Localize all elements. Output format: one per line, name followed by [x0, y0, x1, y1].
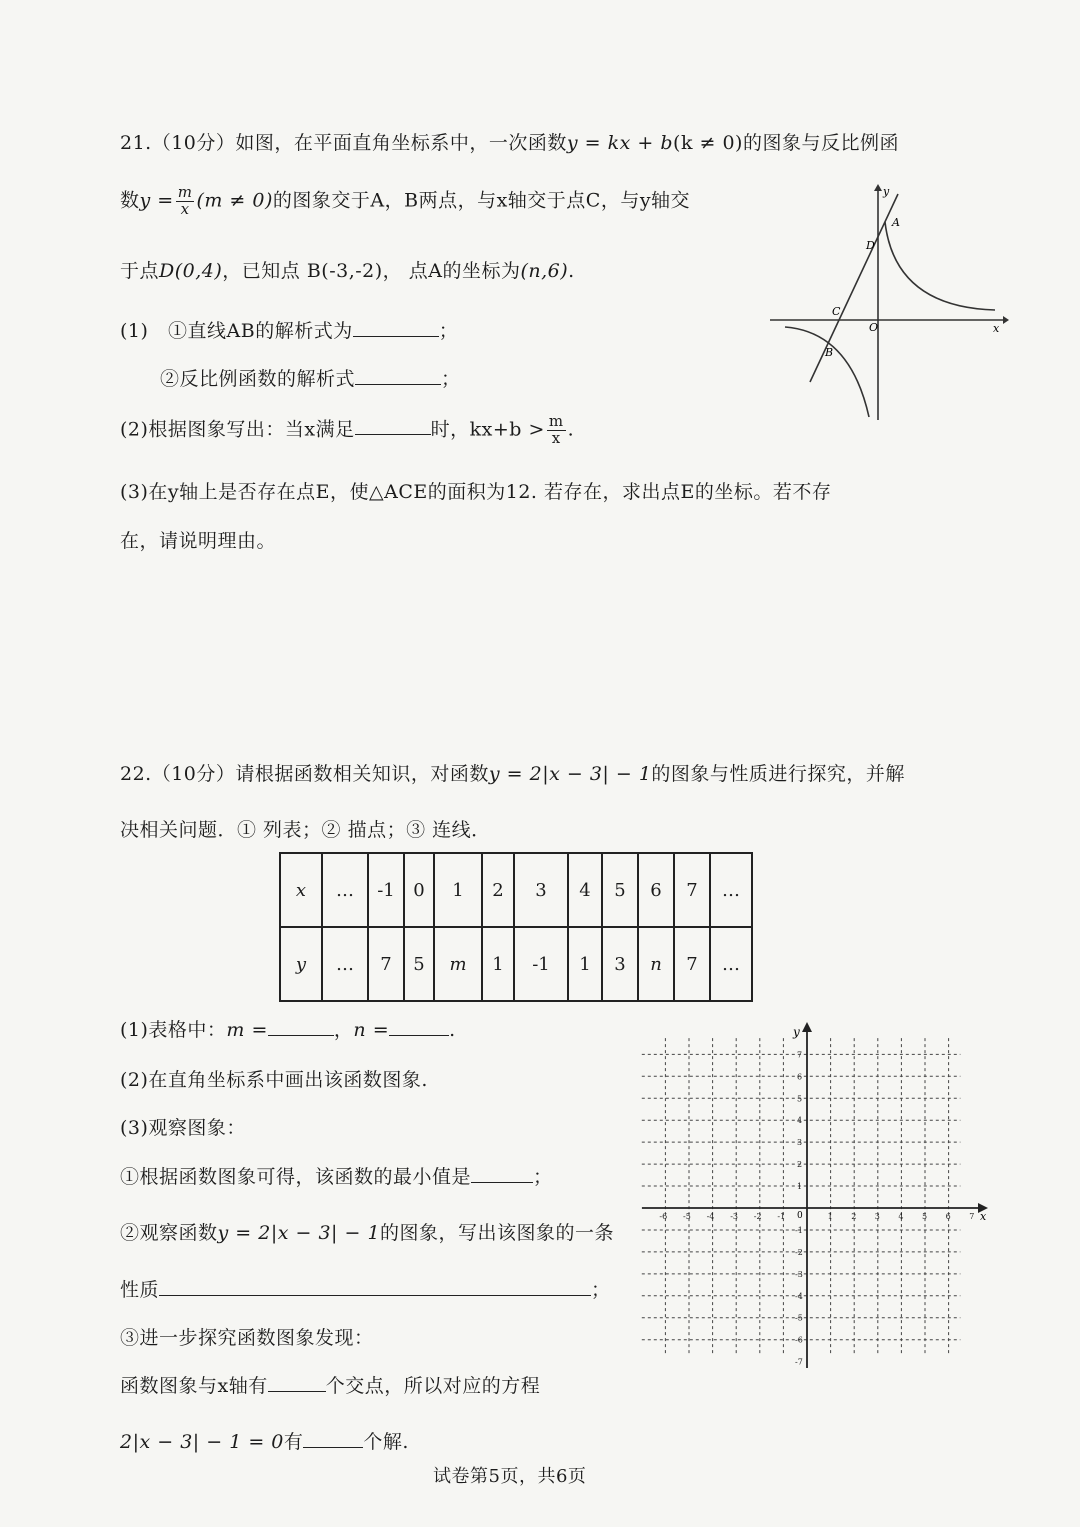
- q21-header: 21.（10分）如图，在平面直角坐标系中，一次函数: [120, 132, 567, 154]
- q22-line-2: [120, 815, 491, 842]
- table-cell: 3: [514, 853, 568, 927]
- label-d: D: [866, 239, 875, 252]
- x-tick-label: 6: [945, 1212, 951, 1221]
- q21-part1-a-text: ①直线AB的解析式为: [168, 320, 353, 342]
- y-tick-label: 4: [797, 1116, 803, 1126]
- q21-part2-end: .: [567, 418, 575, 441]
- answer-blank[interactable]: [353, 335, 439, 337]
- x-tick-label: -6: [659, 1212, 668, 1221]
- x-tick-label: -1: [777, 1212, 786, 1221]
- q21-l2-post: 的图象交于A，B两点，与x轴交于点C，与y轴交: [272, 189, 691, 212]
- q22-value-table: [279, 852, 753, 1002]
- q22-part3-1: [120, 1162, 553, 1189]
- y-tick-label: 1: [797, 1182, 803, 1192]
- table-cell: …: [322, 927, 368, 1001]
- table-cell-m: m: [449, 953, 467, 975]
- table-cell: 7: [674, 853, 710, 927]
- y-tick-label: 5: [797, 1094, 803, 1104]
- label-o: O: [869, 321, 879, 334]
- table-cell: 7: [368, 927, 404, 1001]
- q22-part3-1-end: ；: [533, 1166, 553, 1188]
- table-cell: …: [710, 853, 752, 927]
- table-row-x: [280, 853, 752, 927]
- q21-part1-a: [120, 316, 458, 343]
- q21-part3-line2: [120, 526, 276, 553]
- table-cell: -1: [368, 853, 404, 927]
- q21-part2-pre: (2)根据图象写出：当x满足: [120, 418, 355, 441]
- q22-intersections-pre: 函数图象与x轴有: [120, 1375, 268, 1397]
- y-axis-arrow-icon: [802, 1022, 812, 1032]
- fraction-numerator: m: [177, 183, 193, 201]
- table-cell-unknown-n[interactable]: [638, 927, 674, 1001]
- q22-part1: [120, 1015, 456, 1042]
- line-ab: [810, 194, 898, 382]
- hyperbola-branch-1: [885, 222, 995, 310]
- q21-part1-b: [160, 364, 461, 391]
- q22-function-equation: y = 2|x − 3| − 1: [488, 763, 652, 785]
- q22-part1-comma: ，: [333, 1019, 354, 1041]
- x-axis-arrow-icon: [1003, 316, 1009, 324]
- table-cell: 4: [568, 853, 602, 927]
- q22-property-label: 性质: [120, 1279, 160, 1301]
- x-tick-label: 2: [851, 1212, 857, 1221]
- table-x-label: x: [295, 879, 307, 901]
- x-tick-label: 7: [969, 1212, 975, 1221]
- q21-fraction-m-over-x: [176, 185, 195, 218]
- table-cell: 1: [482, 927, 514, 1001]
- label-c: C: [832, 305, 841, 318]
- q22-line-1: [120, 759, 905, 786]
- q22-part3-2-post: 的图象，写出该图象的一条: [380, 1222, 615, 1244]
- q21-part2-fraction: [547, 414, 566, 447]
- answer-blank[interactable]: [159, 1294, 591, 1296]
- label-a: A: [892, 216, 900, 229]
- x-tick-label: 4: [898, 1212, 904, 1221]
- q21-part3-text-2: 在，请说明理由。: [120, 530, 277, 552]
- q22-part3-3-line2: [120, 1371, 540, 1398]
- q21-m-condition: (m ≠ 0): [196, 189, 273, 212]
- table-cell: 7: [674, 927, 710, 1001]
- q21-l3-mid: ，已知点 B(-3,-2)， 点A的坐标为: [222, 260, 521, 282]
- q22-part3-2-pre: ②观察函数: [120, 1222, 218, 1244]
- table-cell: 5: [602, 853, 638, 927]
- answer-blank[interactable]: [389, 1034, 449, 1036]
- x-tick-label: -3: [730, 1212, 738, 1221]
- q21-part3-line1: [120, 477, 831, 504]
- q21-part2-mid: 时，kx+b >: [430, 418, 545, 441]
- q21-l3-pre: 于点: [120, 260, 160, 282]
- q22-intersections-post: 个交点，所以对应的方程: [325, 1375, 541, 1397]
- q22-header-pre: 22.（10分）请根据函数相关知识，对函数: [120, 763, 489, 785]
- y-tick-label: 2: [797, 1160, 803, 1170]
- q21-line-2: [120, 185, 690, 218]
- q21-function-graph: [765, 182, 1010, 427]
- x-tick-label: 3: [874, 1212, 880, 1221]
- q22-part2: [120, 1065, 428, 1092]
- page-number: 试卷第5页，共6页: [433, 1466, 587, 1487]
- q21-point-a: (n,6): [520, 260, 569, 282]
- y-tick-label: -5: [795, 1313, 803, 1323]
- q22-part1-end: .: [449, 1019, 456, 1041]
- q22-part1-pre: (1)表格中：: [120, 1019, 227, 1041]
- origin-label: 0: [797, 1211, 803, 1221]
- table-header-y: [280, 927, 322, 1001]
- q22-part3: [120, 1113, 246, 1140]
- q21-l2-y: y =: [139, 189, 174, 212]
- y-tick-label: 3: [797, 1138, 803, 1148]
- table-cell: 6: [638, 853, 674, 927]
- q21-k-condition: (k ≠ 0): [673, 132, 743, 154]
- label-x: x: [993, 322, 1000, 335]
- q22-equation: 2|x − 3| − 1 = 0: [120, 1431, 284, 1453]
- q22-part1-n: n =: [353, 1019, 390, 1041]
- q22-part3-2-equation: y = 2|x − 3| − 1: [217, 1222, 381, 1244]
- label-b: B: [825, 346, 834, 359]
- table-row-y: [280, 927, 752, 1001]
- q21-part1-a-end: ；: [438, 320, 459, 342]
- table-cell: -1: [514, 927, 568, 1001]
- fraction-numerator: m: [548, 412, 564, 430]
- table-cell: 1: [568, 927, 602, 1001]
- q21-point-d: D(0,4): [159, 260, 223, 282]
- x-tick-label: -2: [753, 1212, 762, 1221]
- q22-part3-2: [120, 1218, 614, 1245]
- q22-coordinate-grid[interactable]: [640, 1020, 995, 1370]
- table-cell: 2: [482, 853, 514, 927]
- answer-blank[interactable]: [268, 1390, 326, 1392]
- q22-header-post: 的图象与性质进行探究，并解: [651, 763, 905, 785]
- table-cell: 5: [404, 927, 434, 1001]
- y-tick-label: 6: [797, 1072, 803, 1082]
- q21-l2-pre: 数: [120, 189, 140, 212]
- table-cell: 1: [434, 853, 482, 927]
- q21-part3-text-1: (3)在y轴上是否存在点E，使△ACE的面积为12. 若存在，求出点E的坐标。若不存: [120, 481, 832, 503]
- grid-lines: [642, 1038, 961, 1354]
- x-tick-label: 1: [827, 1212, 833, 1221]
- y-tick-label: -4: [795, 1291, 803, 1301]
- q21-part1-label: (1): [120, 320, 149, 342]
- q22-solutions-mid: 有: [283, 1431, 304, 1453]
- q22-part3-2-end: ；: [591, 1279, 611, 1301]
- table-cell: 3: [602, 927, 638, 1001]
- table-cell-n: n: [650, 953, 662, 975]
- x-axis-label: x: [980, 1210, 987, 1223]
- q21-part1-b-end: ；: [441, 368, 461, 390]
- q22-solutions-post: 个解.: [363, 1431, 409, 1453]
- y-axis-arrow-icon: [874, 184, 882, 191]
- q22-part3-2-line2: [120, 1275, 611, 1302]
- answer-blank[interactable]: [303, 1446, 363, 1448]
- x-tick-label: -4: [706, 1212, 715, 1221]
- x-tick-label: -5: [683, 1212, 691, 1221]
- q22-part1-m: m =: [226, 1019, 268, 1041]
- y-tick-label: 7: [797, 1050, 803, 1060]
- page-footer: [433, 1462, 586, 1488]
- q21-line-3: [120, 256, 575, 283]
- answer-blank[interactable]: [355, 433, 431, 435]
- y-tick-label: -6: [795, 1335, 803, 1345]
- q22-steps: 决相关问题．① 列表；② 描点；③ 连线．: [120, 819, 491, 841]
- q21-header-tail: 的图象与反比例函: [742, 132, 899, 154]
- answer-blank[interactable]: [268, 1034, 334, 1036]
- q21-line-1: [120, 128, 899, 155]
- q21-l3-end: .: [568, 260, 575, 282]
- q21-linear-equation: y = kx + b: [566, 132, 674, 154]
- x-tick-label: 5: [922, 1212, 928, 1221]
- answer-blank[interactable]: [471, 1181, 533, 1183]
- table-cell-unknown-m[interactable]: [434, 927, 482, 1001]
- table-y-label: y: [295, 953, 307, 975]
- q22-part2-text: (2)在直角坐标系中画出该函数图象.: [120, 1069, 428, 1091]
- q22-part3-3-line3: [120, 1427, 409, 1454]
- q22-part3-3-text: ③进一步探究函数图象发现：: [120, 1327, 374, 1349]
- q22-part3-3: [120, 1323, 374, 1350]
- q22-part3-text: (3)观察图象：: [120, 1117, 246, 1139]
- label-y: y: [883, 185, 890, 198]
- table-cell: 0: [404, 853, 434, 927]
- y-tick-label: -3: [795, 1269, 803, 1279]
- table-header-x: [280, 853, 322, 927]
- q21-part2: [120, 414, 574, 447]
- y-tick-label: -7: [795, 1357, 803, 1367]
- y-tick-label: -2: [795, 1247, 803, 1257]
- fraction-denominator: x: [180, 199, 190, 218]
- answer-blank[interactable]: [355, 383, 441, 385]
- y-tick-label: -1: [795, 1225, 803, 1235]
- fraction-denominator: x: [551, 428, 561, 447]
- q21-part1-b-text: ②反比例函数的解析式: [160, 368, 356, 390]
- table-cell: …: [322, 853, 368, 927]
- y-axis-label: y: [793, 1025, 800, 1039]
- table-cell: …: [710, 927, 752, 1001]
- hyperbola-branch-2: [785, 327, 869, 417]
- q22-part3-1-text: ①根据函数图象可得，该函数的最小值是: [120, 1166, 472, 1188]
